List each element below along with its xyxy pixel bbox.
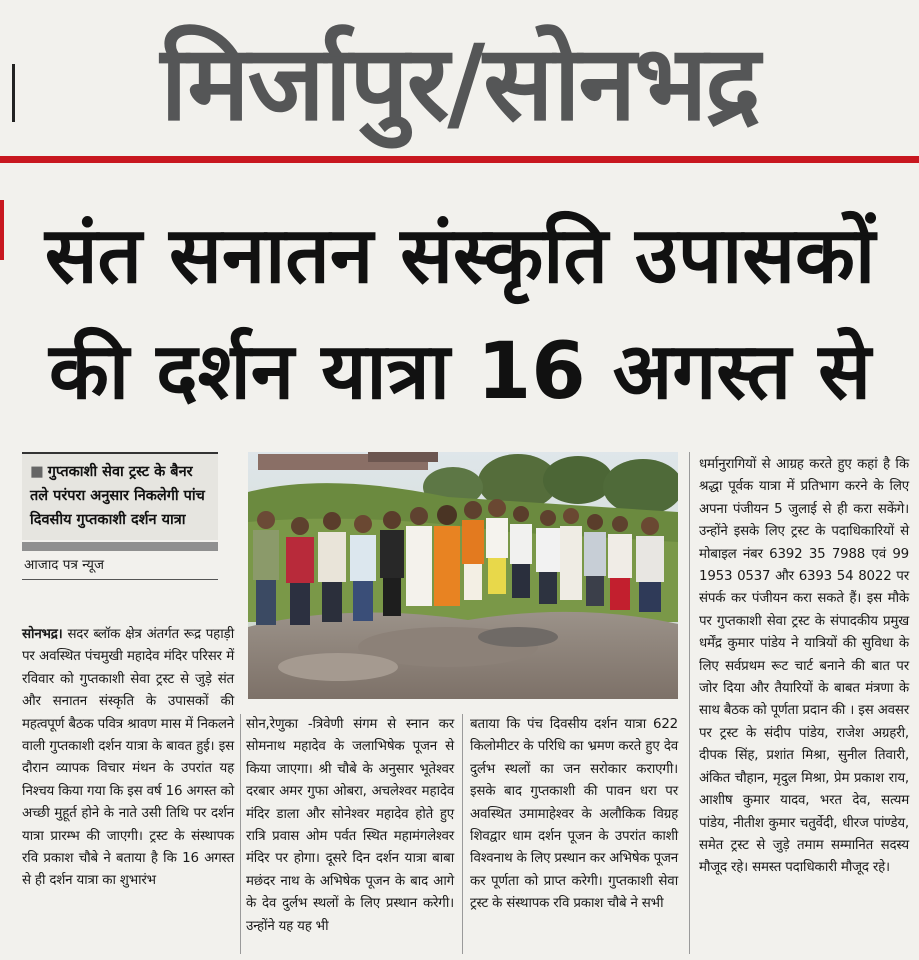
bullet-icon: ■: [30, 464, 44, 480]
group-photo-illustration: [248, 452, 678, 699]
masthead-title: मिर्जापुर/सोनभद्र: [160, 22, 759, 144]
article-column-3: [470, 714, 678, 916]
column-2-text: सोन,रेणुका -त्रिवेणी संगम से स्नान कर सोमनाथ महादेव के जलाभिषेक पूजन से किया जाएगा। श्री चौबे के अनुसार भूतेश्वर दरबार अमर गुफा ओबरा, अचलेश्वर महादेव मंदिर डाला और सोनेश्वर महादेव होते हुए रात्रि प्रवास ओम पर्वत स्थित महामंगलेश्वर मंदिर पर होगा। दूसरे दिन दर्शन यात्रा बाबा मछंदर नाथ के अभिषेक पूजन के बाद आगे के देव दुर्लभ स्थलों के लिए प्रस्थान करेगी। उन्होंने यह यह भी: [246, 717, 454, 934]
byline: आजाद पत्र न्यूज: [22, 551, 218, 580]
column-rule: [689, 452, 690, 954]
news-photo: [248, 452, 678, 699]
column-4-text: धर्मानुरागियों से आग्रह करते हुए कहां है कि श्रद्धा पूर्वक यात्रा में प्रतिभाग करने के लिए अपना पंजीयन 5 जुलाई से ही करा सकेंगे। उन्होंने इसके लिए ट्रस्ट के पदाधिकारियों से मोबाइल नंबर 6392 35 7988 एवं 99 1953 0537 और 6393 54 8022 पर संपर्क कर पंजीयन करा सकते हैं। इस मौके पर गुप्तकाशी सेवा ट्रस्ट के संपादकीय प्रमुख धर्मेंद्र कुमार पांडेय ने यात्रियों की सुविधा के लिए सर्वप्रथम रूट चार्ट बनाने की बात पर जोर दिया और तैयारियों के बाबत मंत्रणा के साथ बैठक को पूर्णता प्रदान की । इस अवसर पर ट्रस्ट के संदीप पांडेय, राजेश अग्रहरी, दीपक सिंह, प्रशांत मिश्रा, सुनील तिवारी, अंकित चौहान, मृदुल मिश्रा, प्रेम प्रकाश राय, आशीष कुमार यादव, भरत देव, सत्यम पांडेय, नीतीश कुमार चतुर्वेदी, धीरज पांण्डेय, समेत ट्रस्ट से जुड़े तमाम सम्मानित सदस्य मौजूद रहे। समस्त पदाधिकारी मौजूद रहे।: [699, 457, 909, 876]
masthead-red-rule: [0, 156, 919, 163]
summary-gray-bar: [22, 542, 218, 551]
summary-box: [22, 452, 218, 580]
headline-line-2: की दर्शन यात्रा 16 अगस्त से: [49, 327, 871, 417]
column-3-text: बताया कि पंच दिवसीय दर्शन यात्रा 622 किलोमीटर के परिधि का भ्रमण करते हुए देव दुर्लभ स्थलों का जन सरोकार कराएगी। इसके बाद गुप्तकाशी की पावन धरा पर अवस्थित उमामाहेश्वर के अलौकिक विग्रह शिवद्वार धाम दर्शन पूजन के उपरांत काशी विश्वनाथ के लिए प्रस्थान कर अभिषेक पूजन कर पूर्णता को प्राप्त करेगी। गुप्तकाशी सेवा ट्रस्ट के संस्थापक रवि प्रकाश चौबे ने सभी: [470, 717, 678, 912]
headline-line-1: संत सनातन संस्कृति उपासकों: [44, 211, 876, 301]
headline-red-accent: [0, 200, 4, 260]
summary-text: [30, 460, 212, 532]
column-rule: [240, 714, 241, 954]
dateline: सोनभद्र।: [22, 627, 63, 642]
article-column-1: [22, 624, 234, 893]
article-column-2: [246, 714, 454, 938]
column-1-text: सदर ब्लॉक क्षेत्र अंतर्गत रूद्र पहाड़ी पर अवस्थित पंचमुखी महादेव मंदिर परिसर में रविवार को गुप्तकाशी सेवा ट्रस्ट से जुड़े संत और सनातन संस्कृति के उपासकों की महत्वपूर्ण बैठक पवित्र श्रावण मास में निकलने वाली गुप्तकाशी दर्शन यात्रा के बावत हुई। इस दौरान व्यापक विचार मंथन के उपरांत यह निश्चय किया गया कि इस वर्ष 16 अगस्त को अच्छी मुहूर्त होने के नाते उसी तिथि पर दर्शन यात्रा प्रारम्भ की जाएगी। ट्रस्ट के संस्थापक रवि प्रकाश चौबे ने बताया है कि 16 अगस्त से ही दर्शन यात्रा का शुभारंभ: [22, 627, 234, 889]
headline: [20, 198, 900, 430]
article-column-4: [699, 454, 909, 880]
summary-box-body: [22, 452, 218, 540]
summary-text-value: गुप्तकाशी सेवा ट्रस्ट के बैनर तले परंपरा अनुसार निकलेगी पांच दिवसीय गुप्तकाशी दर्शन यात्रा: [30, 464, 205, 528]
column-rule: [462, 714, 463, 954]
